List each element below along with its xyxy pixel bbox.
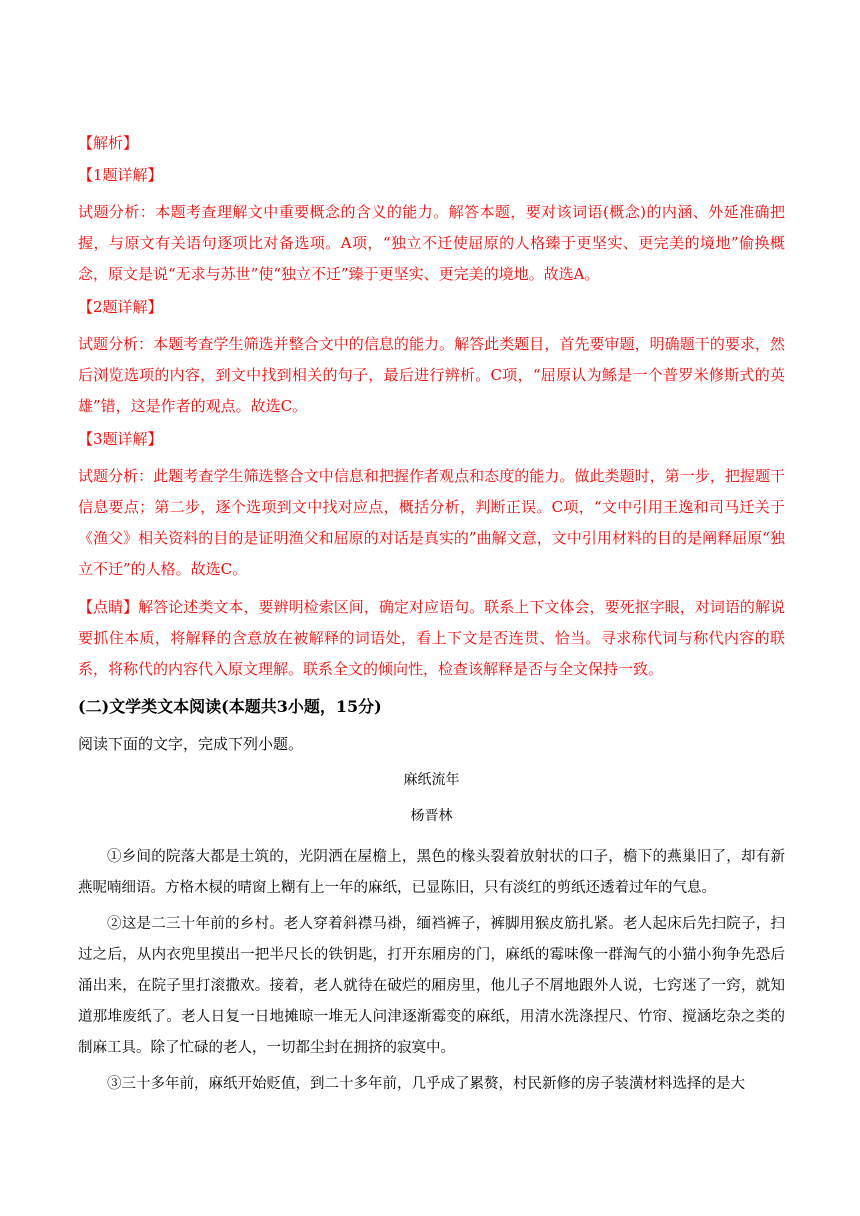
section-instruction: 阅读下面的文字，完成下列小题。 [78, 735, 304, 753]
analysis-heading: 【解析】 [78, 134, 139, 152]
page-content [78, 133, 785, 1105]
q1-heading: 【1题详解】 [78, 166, 163, 184]
article-author: 杨晋林 [410, 808, 453, 824]
article-paragraph-1: ①乡间的院落大都是土筑的，光阴洒在屋檐上，黑色的椽头裂着放射状的口子，檐下的燕巢旧了，却有新燕呢喃细语。方格木棂的晴窗上糊有上一年的麻纸，已显陈旧，只有淡红的剪纸还透着过年的气息。 [78, 849, 785, 896]
q2-explanation: 试题分析：本题考查学生筛选并整合文中的信息的能力。解答此类题目，首先要审题，明确题干的要求，然后浏览选项的内容，到文中找到相关的句子，最后进行辨析。C项，“屈原认为鲧是一个普罗米修斯式的英雄”错，这是作者的观点。故选C。 [78, 335, 785, 415]
q3-explanation: 试题分析：此题考查学生筛选整合文中信息和把握作者观点和态度的能力。做此类题时，第一步，把握题干信息要点；第二步，逐个选项到文中找对应点，概括分析，判断正误。C项，“文中引用王逸和司马迁关于《渔父》相关资料的目的是证明渔父和屈原的对话是真实的”曲解文意，文中引用材料的目的是阐释屈原“独立不迁”的人格。故选C。 [78, 467, 785, 578]
tip-paragraph: 【点睛】解答论述类文本，要辨明检索区间，确定对应语句。联系上下文体会，要死抠字眼，对词语的解说要抓住本质，将解释的含意放在被解释的词语处，看上下文是否连贯、恰当。寻求称代词与称代内容的联系，将称代的内容代入原文理解。联系全文的倾向性，检查该解释是否与全文保持一致。 [78, 598, 785, 678]
q1-explanation: 试题分析：本题考查理解文中重要概念的含义的能力。解答本题，要对该词语(概念)的内涵、外延准确把握，与原文有关语句逐项比对备选项。A项，“独立不迁使屈原的人格臻于更坚实、更完美的境地”偷换概念，原文是说“无求与苏世”使“独立不迁”臻于更坚实、更完美的境地。故选A。 [78, 203, 785, 283]
q2-heading: 【2题详解】 [78, 298, 163, 316]
section-title: (二)文学类文本阅读(本题共3小题，15分) [78, 697, 382, 716]
article-paragraph-3: ③三十多年前，麻纸开始贬值，到二十多年前，几乎成了累赘，村民新修的房子装潢材料选择的是大 [107, 1076, 745, 1092]
article-title: 麻纸流年 [403, 772, 460, 788]
q3-heading: 【3题详解】 [78, 430, 163, 448]
article-paragraph-2: ②这是二三十年前的乡村。老人穿着斜襟马褂，缅裆裤子，裤脚用猴皮筋扎紧。老人起床后先扫院子，扫过之后，从内衣兜里摸出一把半尺长的铁钥匙，打开东厢房的门，麻纸的霉味像一群淘气的小猫小狗争先恐后涌出来，在院子里打滚撒欢。接着，老人就待在破烂的厢房里，他儿子不屑地跟外人说，七窍迷了一窍，就知道那堆废纸了。老人日复一日地摊晾一堆无人问津逐渐霉变的麻纸，用清水洗涤捏尺、竹帘、搅涵圪杂之类的制麻工具。除了忙碌的老人，一切都尘封在拥挤的寂寞中。 [78, 916, 785, 1056]
